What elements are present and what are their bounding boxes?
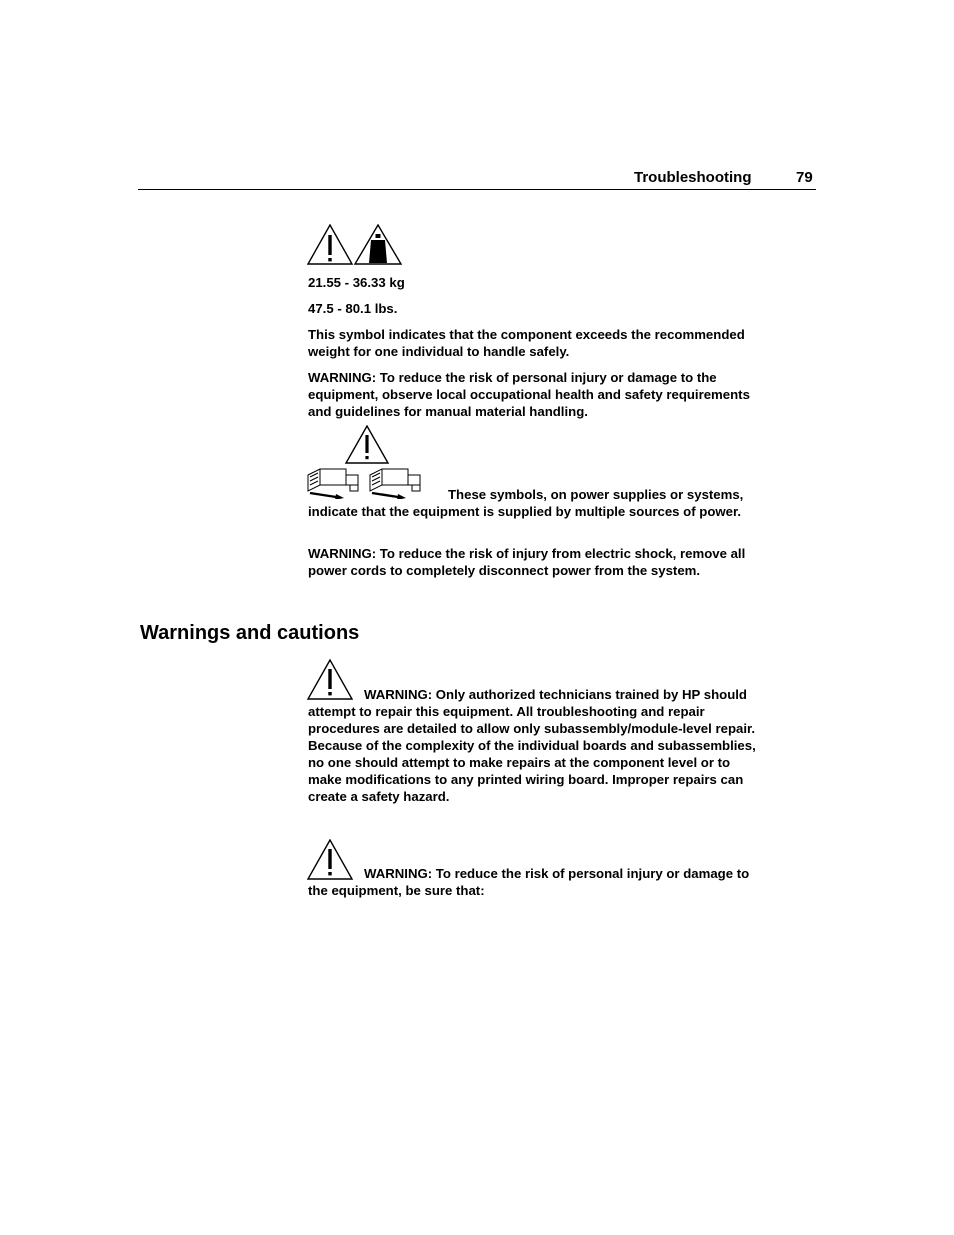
weight-kg: 21.55 - 36.33 kg: [308, 275, 405, 290]
running-header-section: Troubleshooting: [634, 169, 752, 186]
warning-technicians-text: WARNING: Only authorized technicians trained by HP should attempt to repair this equipment. All troubleshooting and repair procedures are detailed to allow only subassembly/module-level repair. Because of the complexity of the individual boards and subassemblies, no one should attempt to make repairs at the component level or to make modifications to any printed wiring board. Improper repairs can create a safety hazard.: [308, 687, 756, 804]
weight-warning: WARNING: To reduce the risk of personal injury or damage to the equipment, observe local occupational health and safety requirements and guidelines for manual material handling.: [308, 370, 750, 419]
warning-icon: [346, 426, 388, 463]
page-number: 79: [796, 169, 813, 186]
weight-warning-icons: [307, 224, 403, 266]
section-heading: Warnings and cautions: [140, 622, 360, 644]
weight-icon: [355, 225, 401, 264]
weight-lbs: 47.5 - 80.1 lbs.: [308, 301, 398, 316]
weight-description: This symbol indicates that the component exceeds the recommended weight for one individual to handle safely.: [308, 327, 745, 359]
warning-injury-text: WARNING: To reduce the risk of personal injury or damage to the equipment, be sure that:: [308, 866, 750, 898]
power-warning: WARNING: To reduce the risk of injury from electric shock, remove all power cords to completely disconnect power from the system.: [308, 546, 746, 578]
warning-icon: [308, 225, 352, 264]
power-description: These symbols, on power supplies or systems, indicate that the equipment is supplied by multiple sources of power.: [308, 487, 744, 519]
header-rule: [138, 189, 816, 190]
